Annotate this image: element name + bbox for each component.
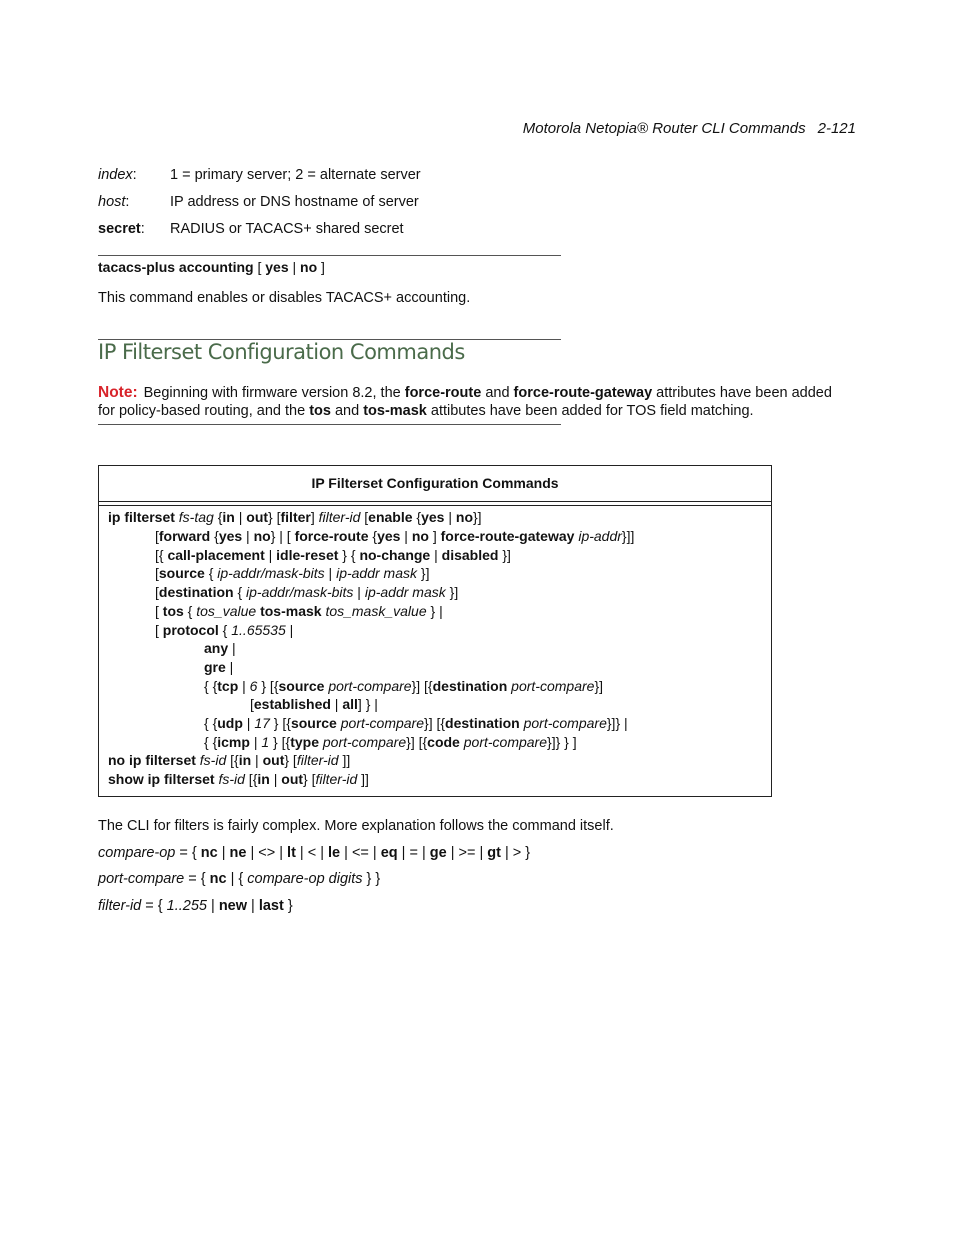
- syntax: }] [{: [406, 734, 428, 750]
- keyword: tos: [162, 603, 184, 619]
- table-line: [155, 603, 443, 619]
- table-line: [204, 734, 577, 750]
- syntax: { {: [204, 678, 218, 694]
- keyword: filter: [280, 509, 311, 525]
- syntax: {: [213, 509, 223, 525]
- argument: ip-addr mask: [336, 565, 417, 581]
- table-line: [155, 528, 634, 544]
- argument: 17: [254, 715, 270, 731]
- table-line: [108, 752, 350, 768]
- syntax: }]]: [621, 528, 635, 544]
- param-term: host: [98, 194, 126, 210]
- definition-line: [98, 871, 380, 887]
- keyword: new: [218, 898, 248, 914]
- syntax: }]: [445, 584, 459, 600]
- syntax: }]: [417, 565, 430, 581]
- param-sep: :: [140, 221, 145, 237]
- argument: 1..255: [166, 898, 207, 914]
- syntax: |: [400, 528, 412, 544]
- tacacs-command: [98, 259, 325, 275]
- syntax: }: [283, 898, 293, 914]
- syntax: |: [249, 734, 262, 750]
- note-block: [98, 384, 843, 420]
- argument: 1: [261, 734, 270, 750]
- argument: port-compare: [523, 715, 607, 731]
- syntax: [: [155, 528, 159, 544]
- syntax: }]} } ]: [547, 734, 577, 750]
- keyword: destination: [432, 678, 508, 694]
- argument: ip-addr/mask-bits: [246, 584, 354, 600]
- table-line: [155, 584, 458, 600]
- keyword: last: [258, 898, 284, 914]
- keyword: icmp: [217, 734, 250, 750]
- note-keyword: tos: [309, 402, 331, 419]
- keyword: destination: [158, 584, 234, 600]
- keyword: no-change: [359, 547, 431, 563]
- running-header: [523, 120, 856, 137]
- keyword: out: [262, 752, 285, 768]
- syntax: ]]: [338, 752, 351, 768]
- argument: 1..65535: [231, 622, 286, 638]
- definition-line: [98, 845, 530, 861]
- syntax: | <= |: [340, 845, 381, 861]
- param-host: [98, 194, 419, 210]
- argument: filter-id: [318, 509, 361, 525]
- syntax: }]} |: [606, 715, 628, 731]
- table-line: [204, 715, 628, 731]
- syntax: [: [155, 584, 159, 600]
- argument: port-compare: [98, 871, 185, 887]
- argument: compare-op digits: [247, 871, 363, 887]
- cmd-keyword: tacacs-plus accounting: [98, 259, 254, 275]
- syntax: { {: [204, 715, 218, 731]
- syntax: ]]: [357, 771, 369, 787]
- table-line: [250, 696, 378, 712]
- keyword: in: [238, 752, 252, 768]
- argument: compare-op: [98, 845, 176, 861]
- page-number: 2-121: [817, 120, 856, 137]
- note-keyword: tos-mask: [363, 402, 427, 419]
- tacacs-description: This command enables or disables TACACS+ accounting.: [98, 290, 471, 306]
- syntax: } [: [284, 752, 297, 768]
- table-title: IP Filterset Configuration Commands: [311, 475, 559, 491]
- cmd-bracket: [: [253, 259, 266, 275]
- param-sep: :: [125, 194, 130, 210]
- argument: fs-id: [218, 771, 245, 787]
- argument: ip-addr: [578, 528, 622, 544]
- syntax: |: [264, 547, 277, 563]
- keyword: enable: [368, 509, 413, 525]
- intro-text: The CLI for filters is fairly complex. More explanation follows the command itself.: [98, 818, 614, 834]
- syntax: | >= |: [446, 845, 488, 861]
- note-keyword: force-route: [404, 385, 482, 401]
- header-title: Motorola Netopia® Router CLI Commands: [522, 120, 806, 137]
- syntax: |: [228, 640, 236, 656]
- syntax: ]: [310, 509, 319, 525]
- param-desc: 1 = primary server; 2 = alternate server: [170, 167, 421, 183]
- syntax: }] [{: [411, 678, 433, 694]
- syntax: {: [204, 565, 218, 581]
- syntax: |: [430, 547, 442, 563]
- syntax: |: [444, 509, 456, 525]
- keyword: no: [411, 528, 429, 544]
- syntax: } }: [362, 871, 381, 887]
- argument: filter-id: [315, 771, 358, 787]
- argument: fs-id: [199, 752, 227, 768]
- syntax: |: [242, 715, 255, 731]
- keyword: udp: [217, 715, 243, 731]
- param-sep: :: [132, 167, 137, 183]
- argument: port-compare: [328, 678, 412, 694]
- syntax: }]: [498, 547, 511, 563]
- argument: port-compare: [511, 678, 595, 694]
- table-line: [155, 622, 293, 638]
- param-term: secret: [98, 221, 141, 237]
- argument: tos_mask_value: [325, 603, 427, 619]
- keyword: yes: [218, 528, 243, 544]
- keyword: le: [328, 845, 341, 861]
- note-text: and: [330, 402, 364, 419]
- command-table: [98, 465, 772, 797]
- param-desc: IP address or DNS hostname of server: [170, 194, 419, 210]
- table-line: [108, 509, 482, 525]
- syntax: | > }: [500, 845, 531, 861]
- keyword: gt: [487, 845, 501, 861]
- table-line: [155, 565, 429, 581]
- keyword: nc: [209, 871, 227, 887]
- syntax: |: [247, 898, 259, 914]
- syntax: | < |: [295, 845, 329, 861]
- syntax: |: [234, 509, 247, 525]
- note-rule: [98, 424, 561, 425]
- argument: fs-tag: [178, 509, 214, 525]
- syntax: |: [217, 845, 230, 861]
- keyword: forward: [158, 528, 211, 544]
- argument: port-compare: [322, 734, 407, 750]
- argument: ip-addr mask: [364, 584, 446, 600]
- syntax: {: [233, 584, 247, 600]
- table-line: [204, 678, 603, 694]
- note-keyword: force-route-gateway: [513, 385, 653, 401]
- definition-line: [98, 898, 293, 914]
- syntax: |: [285, 622, 294, 638]
- keyword: lt: [287, 845, 296, 861]
- syntax: |: [330, 696, 343, 712]
- keyword: gre: [204, 659, 226, 675]
- keyword: out: [281, 771, 304, 787]
- keyword: tcp: [217, 678, 239, 694]
- keyword: eq: [380, 845, 398, 861]
- argument: port-compare: [340, 715, 425, 731]
- section-heading: IP Filterset Configuration Commands: [98, 340, 465, 364]
- keyword: all: [342, 696, 358, 712]
- syntax: |: [206, 898, 219, 914]
- syntax: ] } |: [357, 696, 378, 712]
- syntax: = {: [175, 845, 201, 861]
- syntax: } [{: [257, 678, 279, 694]
- keyword: yes: [421, 509, 445, 525]
- syntax: }] [{: [424, 715, 446, 731]
- syntax: |: [269, 771, 282, 787]
- table-line: [155, 547, 511, 563]
- keyword: ip filterset: [108, 509, 179, 525]
- keyword: source: [278, 678, 325, 694]
- table-line: [108, 771, 369, 787]
- syntax: = {: [184, 871, 210, 887]
- table-line: [204, 659, 233, 675]
- syntax: } [: [268, 509, 281, 525]
- syntax: { {: [204, 734, 218, 750]
- cmd-bracket: ]: [317, 259, 325, 275]
- note-label: Note:: [98, 384, 138, 401]
- keyword: established: [253, 696, 331, 712]
- keyword: in: [222, 509, 235, 525]
- syntax: [: [360, 509, 369, 525]
- syntax: }]: [473, 509, 482, 525]
- keyword: source: [290, 715, 337, 731]
- keyword: no: [455, 509, 473, 525]
- keyword: any: [204, 640, 229, 656]
- cmd-option-yes: yes: [265, 259, 289, 275]
- syntax: {: [218, 622, 232, 638]
- keyword: out: [246, 509, 269, 525]
- syntax: |: [353, 584, 365, 600]
- syntax: |: [251, 752, 263, 768]
- syntax: |: [242, 528, 254, 544]
- param-desc: RADIUS or TACACS+ shared secret: [170, 221, 404, 237]
- cmd-option-no: no: [300, 259, 318, 275]
- keyword: protocol: [162, 622, 219, 638]
- keyword: idle-reset: [276, 547, 339, 563]
- keyword: code: [427, 734, 460, 750]
- syntax: [{: [244, 771, 258, 787]
- table-line: [204, 640, 236, 656]
- syntax: [: [250, 696, 254, 712]
- keyword: source: [158, 565, 205, 581]
- syntax: |: [238, 678, 250, 694]
- argument: filter-id: [98, 898, 142, 914]
- syntax: |: [324, 565, 337, 581]
- cmd-bar: |: [288, 259, 301, 275]
- param-term: index: [98, 167, 133, 183]
- note-text: Beginning with firmware version 8.2, the: [143, 385, 405, 401]
- syntax: } [: [303, 771, 316, 787]
- syntax: = {: [141, 898, 167, 914]
- syntax: ]: [428, 528, 441, 544]
- syntax: } [{: [269, 734, 291, 750]
- syntax: [{: [155, 547, 168, 563]
- syntax: [: [155, 603, 163, 619]
- syntax: | = |: [397, 845, 430, 861]
- syntax: [: [155, 622, 163, 638]
- keyword: no: [253, 528, 271, 544]
- syntax: {: [412, 509, 422, 525]
- syntax: }]: [594, 678, 604, 694]
- keyword: force-route: [294, 528, 369, 544]
- syntax: {: [368, 528, 378, 544]
- argument: port-compare: [463, 734, 548, 750]
- param-index: [98, 167, 421, 183]
- syntax: [: [155, 565, 159, 581]
- keyword: nc: [200, 845, 218, 861]
- param-secret: [98, 221, 404, 237]
- keyword: in: [257, 771, 270, 787]
- keyword: ge: [429, 845, 447, 861]
- argument: 6: [249, 678, 258, 694]
- argument: tos_value: [196, 603, 257, 619]
- syntax: {: [183, 603, 197, 619]
- syntax: {: [210, 528, 219, 544]
- table-header-separator: [99, 501, 771, 506]
- keyword: destination: [445, 715, 520, 731]
- syntax: | <> |: [246, 845, 288, 861]
- keyword: call-placement: [167, 547, 265, 563]
- syntax: } [{: [269, 715, 291, 731]
- syntax: | {: [226, 871, 248, 887]
- syntax: } |: [426, 603, 443, 619]
- note-text: attributes have been added for policy-based routing, and the: [98, 385, 832, 419]
- note-text: attibutes have been added for TOS field matching.: [426, 402, 754, 419]
- keyword: yes: [377, 528, 401, 544]
- argument: ip-addr/mask-bits: [217, 565, 325, 581]
- divider-rule: [98, 255, 561, 256]
- keyword: type: [290, 734, 319, 750]
- keyword: show ip filterset: [108, 771, 215, 787]
- keyword: disabled: [441, 547, 499, 563]
- keyword: force-route-gateway: [440, 528, 575, 544]
- syntax: } {: [338, 547, 360, 563]
- syntax: } | [: [270, 528, 295, 544]
- syntax: [{: [226, 752, 239, 768]
- argument: filter-id: [296, 752, 339, 768]
- keyword: tos-mask: [260, 603, 322, 619]
- syntax: |: [225, 659, 234, 675]
- note-text: and: [481, 385, 514, 401]
- keyword: no ip filterset: [108, 752, 196, 768]
- keyword: ne: [229, 845, 247, 861]
